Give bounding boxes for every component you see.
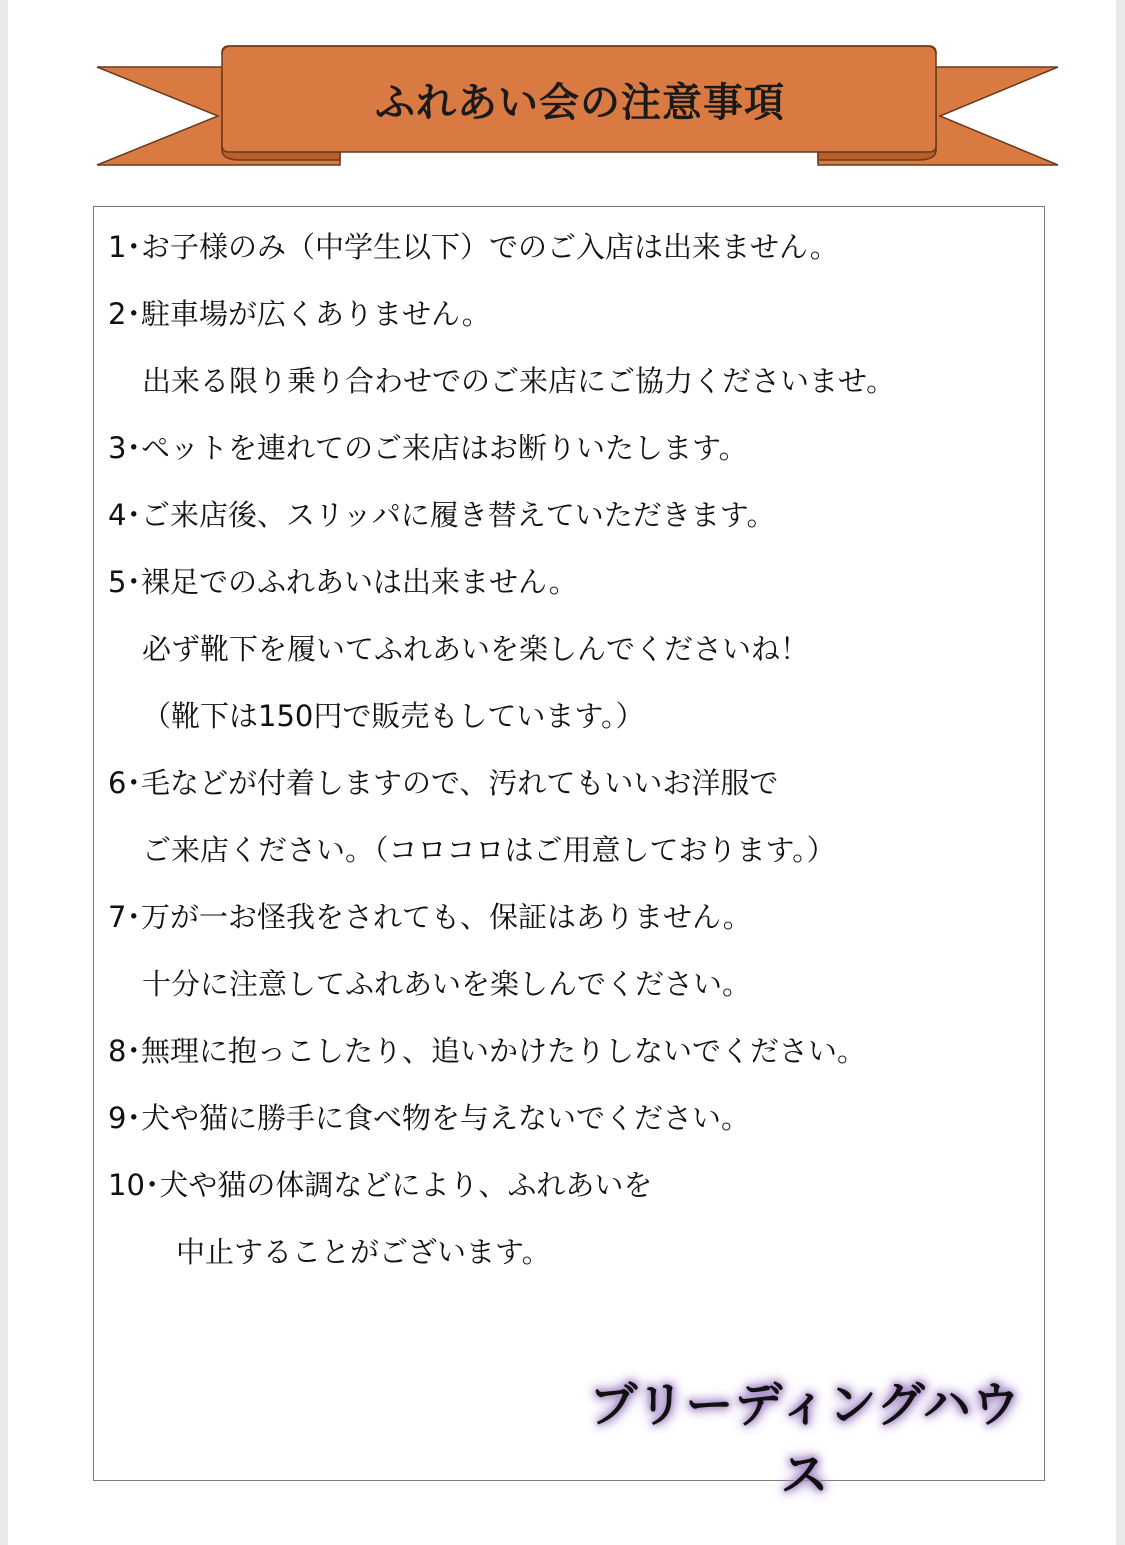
rule-4: 4･ご来店後、スリッパに履き替えていただきます。 <box>108 498 776 532</box>
rule-10: 10･犬や猫の体調などにより、ふれあいを <box>108 1168 653 1202</box>
banner-title: ふれあい会の注意事項 <box>375 80 785 126</box>
rule-8: 8･無理に抱っこしたり、追いかけたりしないでください。 <box>108 1034 866 1068</box>
rule-5-continued: 必ず靴下を履いてふれあいを楽しんでくださいね！ <box>142 632 810 666</box>
brand-name: ブリーディングハウス <box>589 1377 1021 1503</box>
rule-2: 2･駐車場が広くありません。 <box>108 297 491 331</box>
rule-6: 6･毛などが付着しますので、汚れてもいいお洋服で <box>108 766 779 800</box>
rule-6-continued: ご来店ください。（コロコロはご用意しております。） <box>142 833 836 867</box>
rules-list <box>108 222 1028 1294</box>
rule-2-continued: 出来る限り乗り合わせでのご来店にご協力くださいませ。 <box>142 364 896 398</box>
rule-10-continued: 中止することがございます。 <box>176 1235 551 1269</box>
rule-1: 1･お子様のみ（中学生以下）でのご入店は出来ません。 <box>108 230 839 264</box>
rule-7-continued: 十分に注意してふれあいを楽しんでください。 <box>142 967 752 1001</box>
rule-5-note: （靴下は150円で販売もしています。） <box>142 699 645 733</box>
rule-5: 5･裸足でのふれあいは出来ません。 <box>108 565 578 599</box>
rule-9: 9･犬や猫に勝手に食べ物を与えないでください。 <box>108 1101 750 1135</box>
rule-7: 7･万が一お怪我をされても、保証はありません。 <box>108 900 752 934</box>
rule-3: 3･ペットを連れてのご来店はお断りいたします。 <box>108 431 748 465</box>
